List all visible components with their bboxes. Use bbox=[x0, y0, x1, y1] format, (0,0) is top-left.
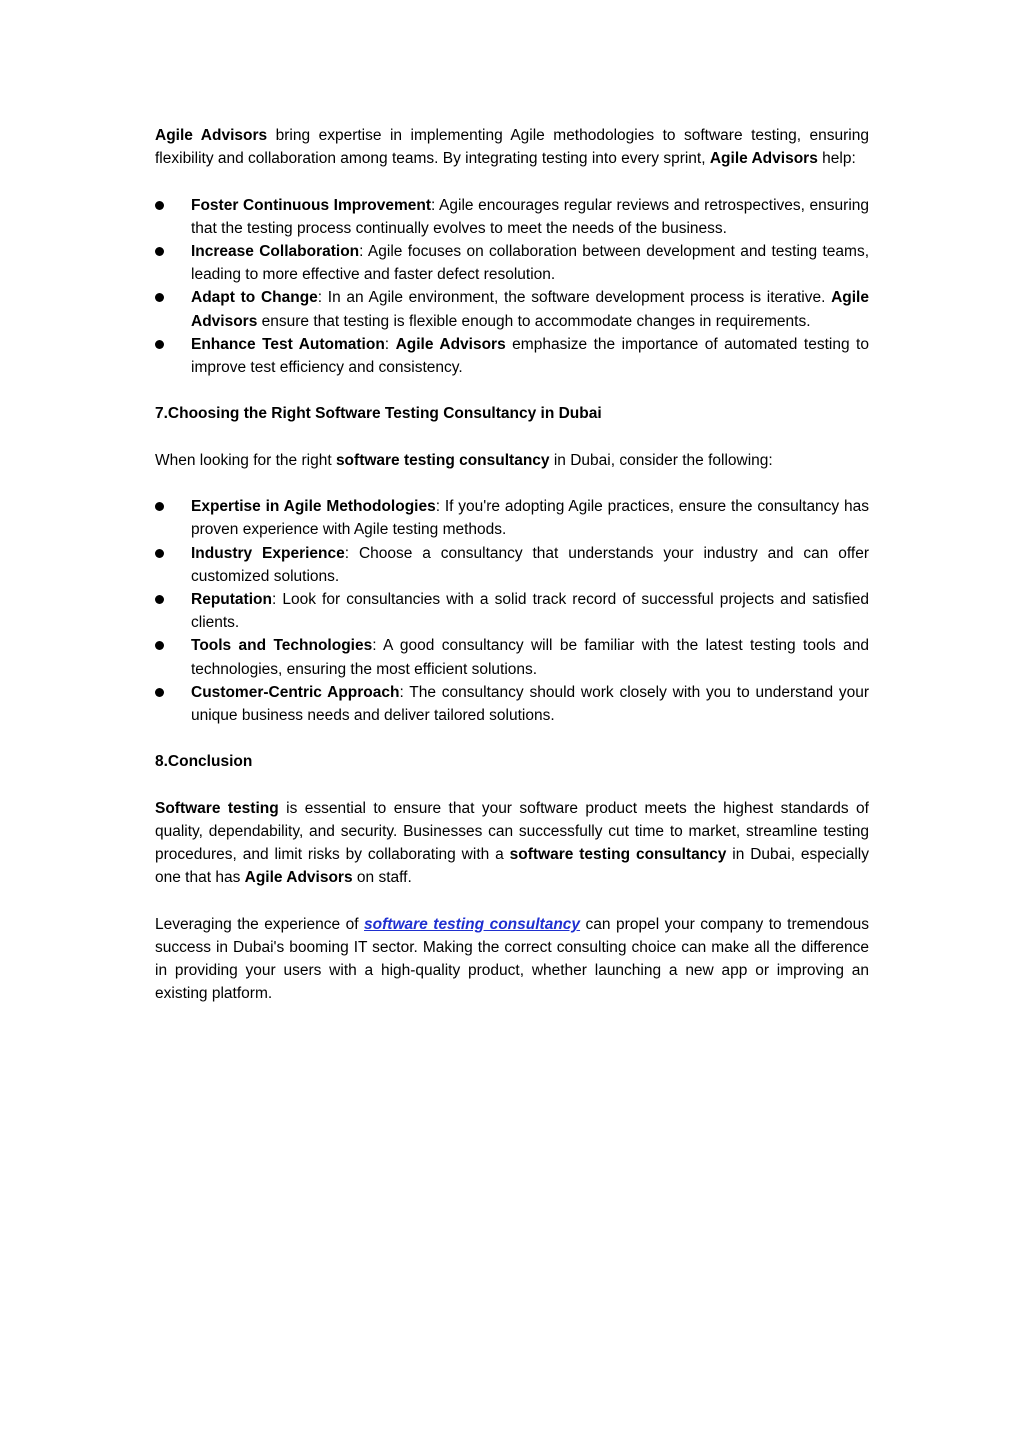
agile-advisors-term: Agile Advisors bbox=[155, 127, 268, 144]
section-8-heading: 8.Conclusion bbox=[155, 753, 253, 771]
list-item: Customer-Centric Approach: The consultancy should work closely with you to understand your unique business needs and deliver tailored solutions. bbox=[155, 681, 869, 727]
bullet-icon bbox=[155, 595, 164, 604]
list-item: Adapt to Change: In an Agile environment, the software development process is iterative. Agile Advisors ensure that testing is flexible enough to accommodate changes in requirements. bbox=[155, 286, 869, 332]
bullet-icon bbox=[155, 549, 164, 558]
bullet-icon bbox=[155, 293, 164, 302]
document-page bbox=[155, 124, 869, 1006]
conclusion-paragraph-2: Leveraging the experience of software testing consultancy can propel your company to tremendous success in Dubai's booming IT sector. Making the correct consulting choice can make all the difference in providing your users with a high-quality product, whether launching a new app or improving an existing platform. bbox=[155, 915, 869, 1003]
list-item: Industry Experience: Choose a consultancy that understands your industry and can offer customized solutions. bbox=[155, 542, 869, 588]
bullet-icon bbox=[155, 247, 164, 256]
section-7-heading: 7.Choosing the Right Software Testing Consultancy in Dubai bbox=[155, 405, 602, 423]
bullet-icon bbox=[155, 340, 164, 349]
list-item: Increase Collaboration: Agile focuses on collaboration between development and testing teams, leading to more effective and faster defect resolution. bbox=[155, 240, 869, 286]
list-item: Reputation: Look for consultancies with a solid track record of successful projects and satisfied clients. bbox=[155, 588, 869, 634]
list-item: Expertise in Agile Methodologies: If you're adopting Agile practices, ensure the consultancy has proven experience with Agile testing methods. bbox=[155, 495, 869, 541]
list-item: Foster Continuous Improvement: Agile encourages regular reviews and retrospectives, ensuring that the testing process continually evolves to meet the needs of the business. bbox=[155, 194, 869, 240]
list-item: Enhance Test Automation: Agile Advisors emphasize the importance of automated testing to improve test efficiency and consistency. bbox=[155, 333, 869, 379]
bullet-icon bbox=[155, 641, 164, 650]
list-item: Tools and Technologies: A good consultancy will be familiar with the latest testing tools and technologies, ensuring the most efficient solutions. bbox=[155, 634, 869, 680]
consultancy-criteria-list bbox=[155, 495, 869, 727]
section-7-paragraph: When looking for the right software testing consultancy in Dubai, consider the following: bbox=[155, 451, 773, 469]
bullet-icon bbox=[155, 201, 164, 210]
conclusion-paragraph-1: Software testing is essential to ensure that your software product meets the highest standards of quality, dependability, and security. Businesses can successfully cut time to market, streamline testing procedures, and limit risks by collaborating with a software testing consultancy in Dubai, especially one that has Agile Advisors on staff. bbox=[155, 799, 869, 887]
agile-advisors-term: Agile Advisors bbox=[709, 150, 818, 168]
intro-paragraph: Agile Advisors bring expertise in implementing Agile methodologies to software testing, ensuring flexibility and collaboration among teams. By integrating testing into every sprint, Agile Advisors help: bbox=[155, 127, 869, 168]
agile-benefits-list bbox=[155, 194, 869, 380]
software-testing-consultancy-link[interactable]: software testing consultancy bbox=[364, 915, 581, 933]
bullet-icon bbox=[155, 502, 164, 511]
bullet-icon bbox=[155, 688, 164, 697]
